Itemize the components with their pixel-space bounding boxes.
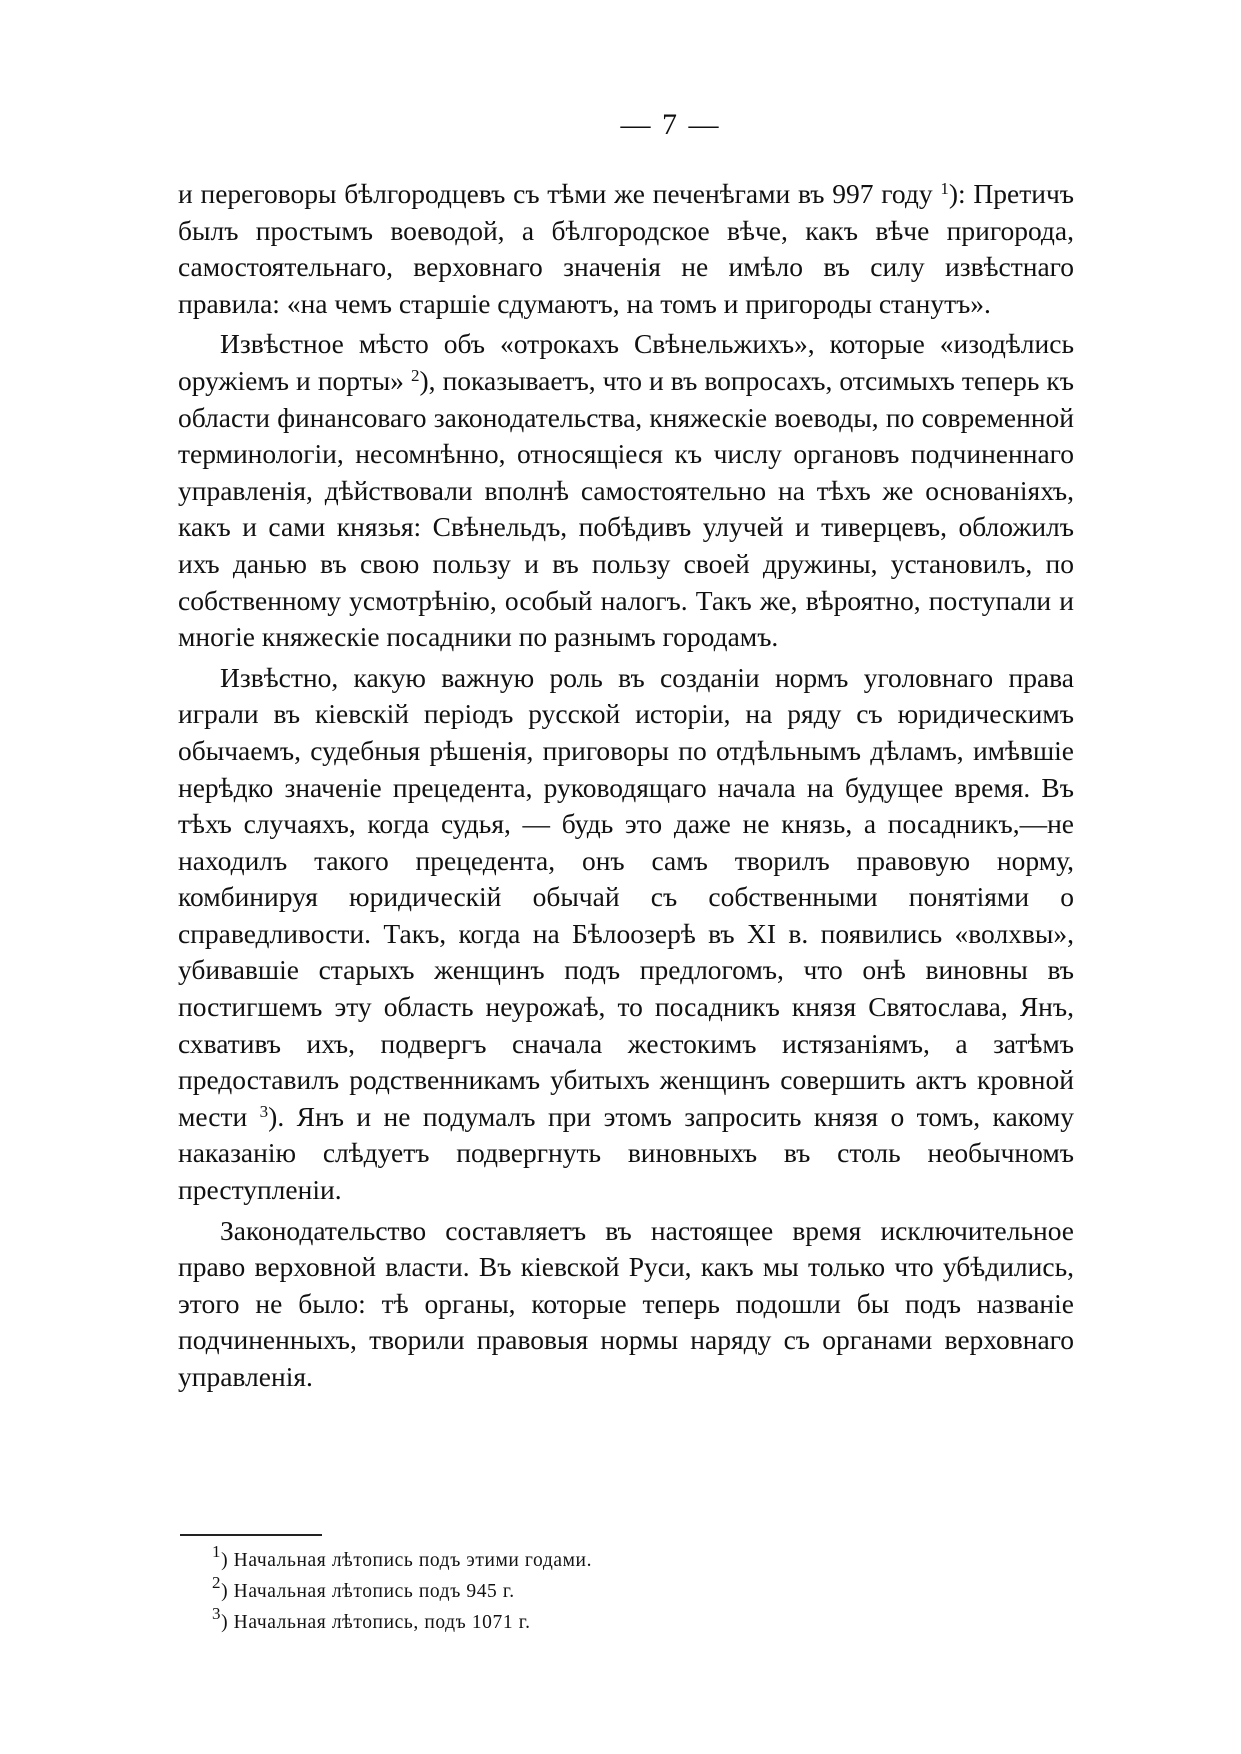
footnote-mark: 1 bbox=[212, 1542, 222, 1561]
body-text bbox=[178, 176, 1074, 1400]
paragraph-text: Законодательство составляетъ въ настоящее время исключительное право верховной власти. Въ кіевской Руси, какъ мы только что убѣдились, этого не было: тѣ органы, которые теперь подошли бы подъ названіе подчиненныхъ, творили правовыя нормы наряду съ органами верховнаго управленія. bbox=[178, 1214, 1074, 1392]
footnote-mark: 3 bbox=[212, 1604, 222, 1623]
paragraph bbox=[178, 326, 1074, 655]
footnote-ref: 2 bbox=[410, 365, 420, 385]
footnote-divider bbox=[180, 1534, 322, 1536]
paragraph-text: ): Претичъ былъ простымъ воеводой, а бѣлгородское вѣче, какъ вѣче пригорода, самостоятельнаго, верховнаго значенія не имѣло въ силу извѣстнаго правила: «на чемъ старшіе сдумаютъ, на томъ и пригороды станутъ». bbox=[178, 178, 1074, 319]
paragraph bbox=[178, 660, 1074, 1209]
footnote-text: ) Начальная лѣтопись подъ 945 г. bbox=[221, 1581, 515, 1602]
paragraph-text: Извѣстно, какую важную роль въ созданіи нормъ уголовнаго права играли въ кіевскій періодъ русской исторіи, на ряду съ юридическимъ обычаемъ, судебныя рѣшенія, приговоры по отдѣльнымъ дѣламъ, имѣвшіе нерѣдко значеніе прецедента, руководящаго начала на будущее время. Въ тѣхъ случаяхъ, когда судья, — будь это даже не князь, а посадникъ,—не находилъ такого прецедента, онъ самъ творилъ правовую норму, комбинируя юридическій обычай съ собственными понятіями о справедливости. Такъ, когда на Бѣлоозерѣ въ XI в. появились «волхвы», убивавшіе старыхъ женщинъ подъ предлогомъ, что онѣ виновны въ постигшемъ эту область неурожаѣ, то посадникъ князя Святослава, Янъ, схвативъ ихъ, подвергъ сначала жестокимъ истязаніямъ, а затѣмъ предоставилъ родственникамъ убитыхъ женщинъ совершить актъ кровной мести bbox=[178, 661, 1074, 1132]
footnote bbox=[212, 1542, 593, 1576]
footnote-mark: 2 bbox=[212, 1573, 222, 1592]
footnote bbox=[212, 1573, 592, 1607]
footnote-text: ) Начальная лѣтопись, подъ 1071 г. bbox=[221, 1612, 531, 1633]
paragraph bbox=[178, 1213, 1074, 1396]
paragraph-text: Извѣстное мѣсто объ «отрокахъ Свѣнельжихъ», которые «изодѣлись оружіемъ и порты» bbox=[178, 328, 1074, 396]
footnote-ref: 3 bbox=[259, 1101, 269, 1121]
paragraph-text: ), показываетъ, что и въ вопросахъ, отсимыхъ теперь къ области финансоваго законодательства, княжескіе воеводы, по современной терминологіи, несомнѣнно, относящіеся къ числу органовъ подчиненнаго управленія, дѣйствовали вполнѣ самостоятельно на тѣхъ же основаніяхъ, какъ и сами князья: Свѣнельдъ, побѣдивъ улучей и тиверцевъ, обложилъ ихъ данью въ свою пользу и въ пользу своей дружины, установилъ, по собственному усмотрѣнію, особый налогъ. Такъ же, вѣроятно, поступали и многіе княжескіе посадники по разнымъ городамъ. bbox=[178, 364, 1075, 653]
footnote bbox=[212, 1604, 592, 1638]
page-number: — 7 — bbox=[620, 108, 721, 141]
paragraph bbox=[178, 176, 1074, 322]
footnotes bbox=[212, 1542, 593, 1638]
footnote-text: ) Начальная лѣтопись подъ этими годами. bbox=[221, 1550, 593, 1571]
footnote-ref: 1 bbox=[940, 179, 949, 198]
paragraph-text: ). Янъ и не подумалъ при этомъ запросить князя о томъ, какому наказанію слѣдуетъ подвергнуть виновныхъ въ столь необычномъ преступленіи. bbox=[178, 1100, 1074, 1206]
paragraph-text: и переговоры бѣлгородцевъ съ тѣми же печенѣгами въ 997 году bbox=[178, 178, 941, 209]
